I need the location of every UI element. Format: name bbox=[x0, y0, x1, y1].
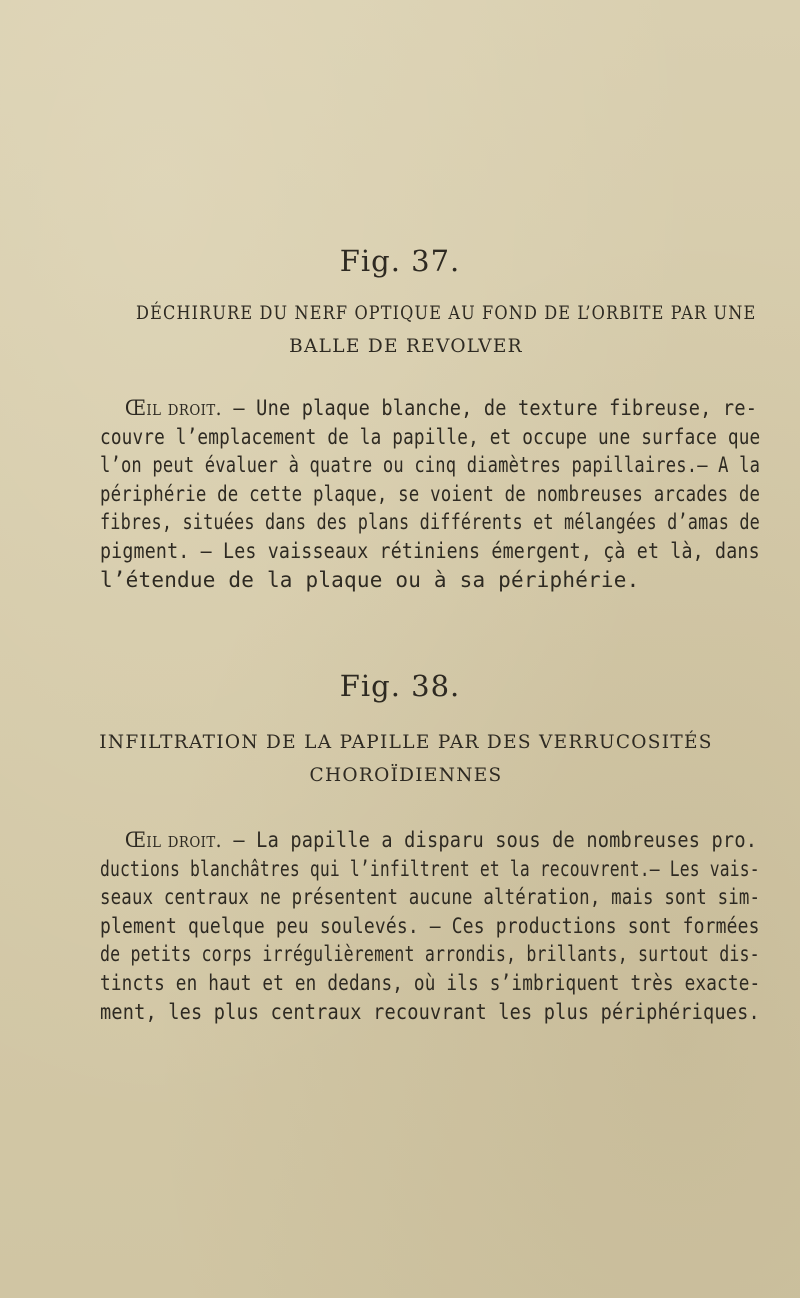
figure-38-line-7: ment, les plus centraux recouvrant les plus périphériques. bbox=[100, 999, 760, 1024]
figure-38-line-2: ductions blanchâtres qui l’infiltrent et la recouvrent.— Les vais- bbox=[100, 856, 760, 881]
figure-38-line-1-text: — La papille a disparu sous de nombreuses pro. bbox=[222, 828, 758, 852]
figure-37-line-5: fibres, situées dans des plans différents et mélangées d’amas de bbox=[100, 510, 760, 535]
figure-37-label: Fig. 37. bbox=[339, 244, 461, 278]
figure-37-line-3: l’on peut évaluer à quatre ou cinq diamètres papillaires.— A la bbox=[100, 453, 761, 478]
figure-38-label: Fig. 38. bbox=[339, 669, 461, 703]
figure-37-line-1-text: — Une plaque blanche, de texture fibreuse, re- bbox=[222, 396, 758, 420]
figure-38-line-6: tincts en haut et en dedans, où ils s’imbriquent très exacte- bbox=[100, 970, 761, 995]
figure-38-title-line-2: CHOROÏDIENNES bbox=[309, 765, 503, 786]
figure-38-line-3: seaux centraux ne présentent aucune altération, mais sont sim- bbox=[100, 885, 761, 910]
figure-38-lead: Œil droit. bbox=[124, 828, 223, 852]
figure-37-line-4: périphérie de cette plaque, se voient de nombreuses arcades de bbox=[100, 481, 761, 506]
figure-38-line-1 bbox=[100, 826, 758, 855]
figure-37-title-line-2: BALLE DE REVOLVER bbox=[289, 336, 523, 357]
figure-37-description bbox=[100, 394, 760, 594]
figure-37-line-2: couvre l’emplacement de la papille, et occupe une surface que bbox=[100, 424, 761, 449]
figure-37-title-line-1: DÉCHIRURE DU NERF OPTIQUE AU FOND DE L’ORBITE PAR UNE bbox=[136, 303, 757, 324]
figure-38-line-5: de petits corps irrégulièrement arrondis, brillants, surtout dis- bbox=[100, 942, 760, 967]
figure-38-title bbox=[96, 726, 716, 792]
figure-37-title bbox=[96, 297, 757, 363]
figure-37-line-6: pigment. — Les vaisseaux rétiniens émergent, çà et là, dans bbox=[100, 538, 760, 563]
figure-37-line-7: l’étendue de la plaque ou à sa périphérie. bbox=[100, 567, 640, 592]
figure-38-title-line-1: INFILTRATION DE LA PAPILLE PAR DES VERRUCOSITÉS bbox=[99, 732, 713, 753]
figure-38-line-4: plement quelque peu soulevés. — Ces productions sont formées bbox=[100, 913, 760, 938]
figure-37-lead: Œil droit. bbox=[124, 396, 223, 420]
figure-37-line-1 bbox=[100, 394, 758, 423]
figure-38-description bbox=[100, 826, 760, 1026]
